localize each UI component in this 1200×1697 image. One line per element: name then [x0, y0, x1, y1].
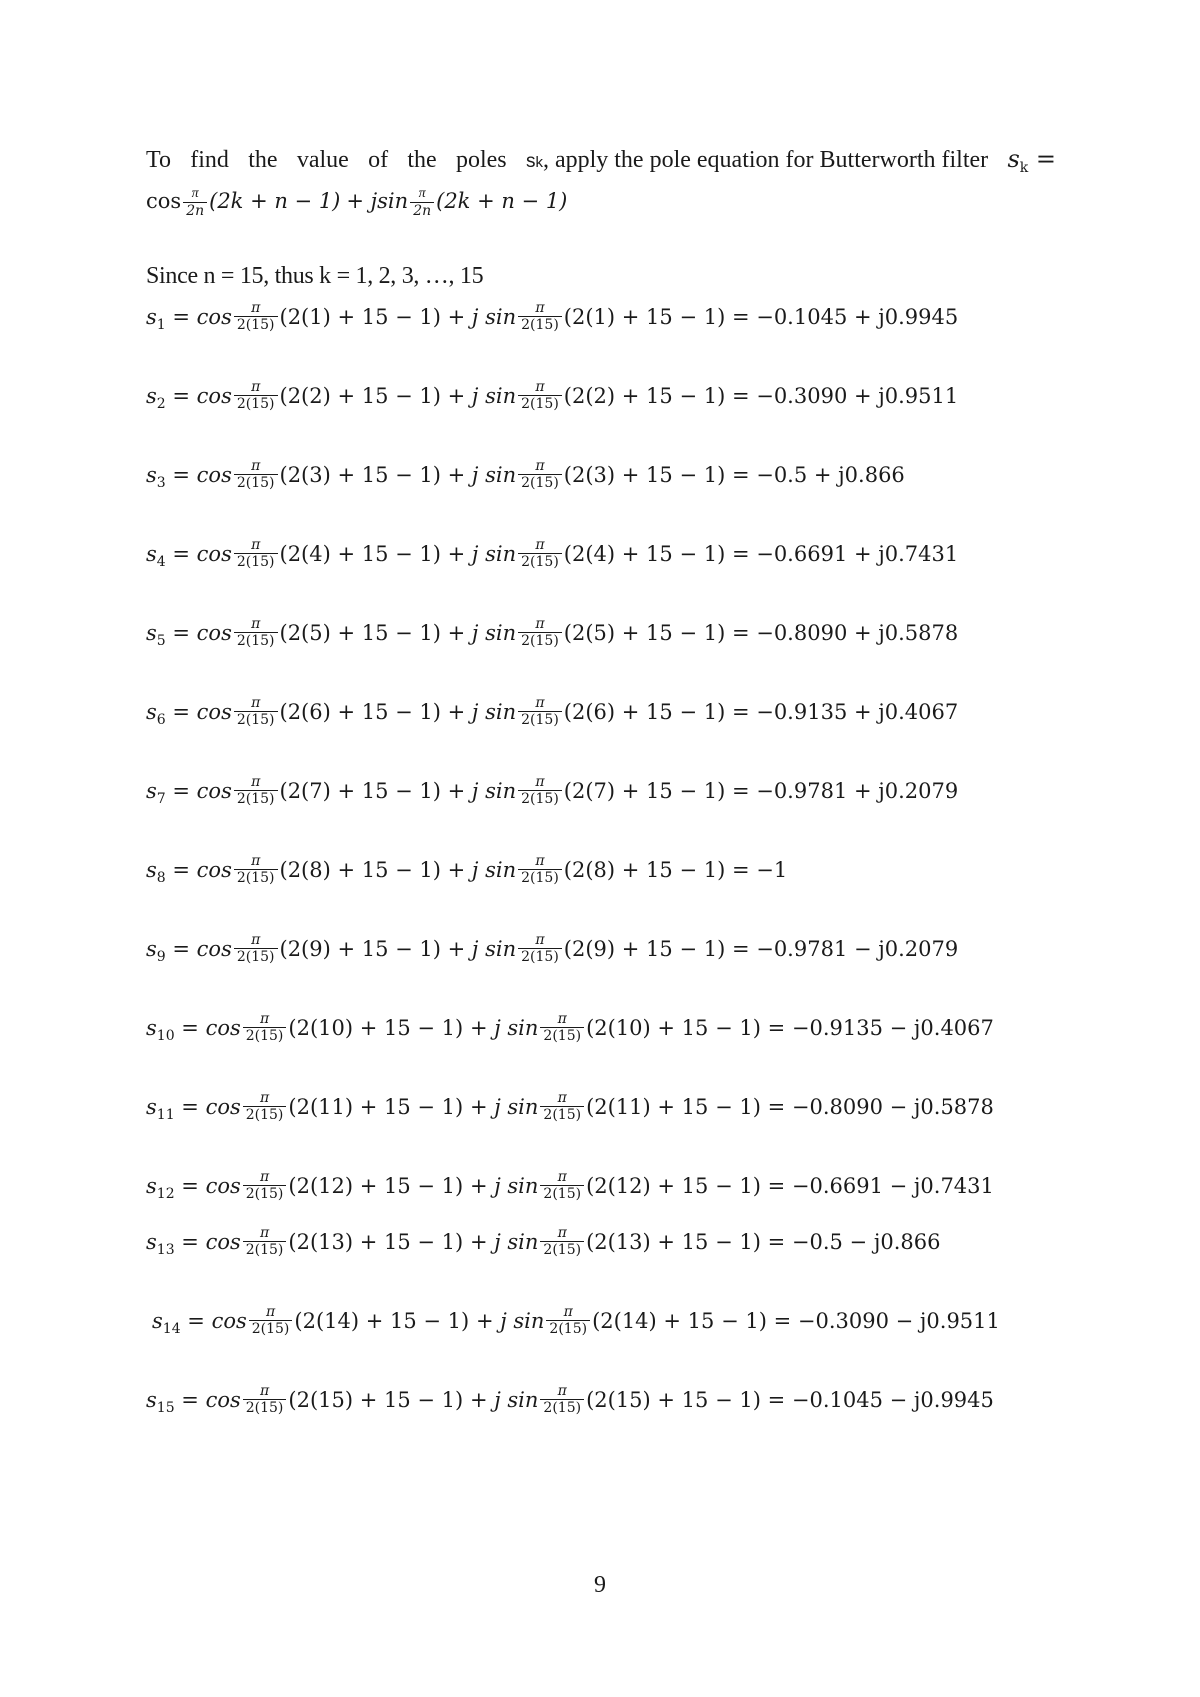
intro-paragraph	[146, 138, 1056, 222]
sin-term: + j sin	[447, 620, 517, 645]
pole-equation-row	[146, 379, 958, 423]
intro-word: poles	[455, 147, 507, 173]
pole-symbol	[146, 1387, 175, 1416]
pole-equation-row	[146, 458, 905, 502]
pi-fraction	[234, 458, 278, 491]
pole-symbol	[146, 541, 166, 570]
sin-argument: (2(7) + 15 − 1)	[563, 778, 726, 803]
cos-term: = cos	[172, 857, 232, 882]
pole-letter: s	[146, 1015, 157, 1040]
pi-fraction	[518, 458, 562, 491]
fraction-denominator: 2(15)	[540, 1106, 584, 1123]
cos-argument: (2(12) + 15 − 1)	[288, 1173, 464, 1198]
pole-index: 15	[156, 1399, 175, 1416]
fraction-numerator: π	[557, 1090, 567, 1106]
sin-term: + j sin	[447, 778, 517, 803]
pole-index: 7	[156, 790, 166, 807]
sin-term: + j sin	[469, 1387, 539, 1412]
cos-argument: (2(5) + 15 − 1)	[279, 620, 441, 645]
fraction-numerator: π	[251, 300, 261, 316]
pole-letter: s	[146, 304, 157, 329]
pi-fraction	[540, 1011, 584, 1044]
intro-word: the	[248, 147, 278, 173]
pole-letter: s	[146, 1387, 157, 1412]
sin-term: + j sin	[475, 1308, 545, 1333]
pole-symbol	[146, 1173, 175, 1202]
sin-argument: (2(6) + 15 − 1)	[563, 699, 726, 724]
sin-term: + j sin	[447, 383, 517, 408]
cos-argument: (2(15) + 15 − 1)	[288, 1387, 464, 1412]
intro-word: value	[296, 147, 349, 173]
pole-symbol	[152, 1308, 181, 1337]
pole-value: = −1	[731, 857, 788, 882]
pi-fraction	[234, 774, 278, 807]
pi-fraction	[234, 379, 278, 412]
sin-term: + j sin	[469, 1173, 539, 1198]
pole-equation-row	[146, 300, 958, 344]
pole-index: 10	[156, 1027, 175, 1044]
pole-value: = −0.9781 − j0.2079	[731, 936, 959, 961]
sin-argument: (2(11) + 15 − 1)	[586, 1094, 761, 1119]
intro-word: the	[407, 147, 437, 173]
cos-term: = cos	[181, 1173, 241, 1198]
pi-fraction	[243, 1383, 287, 1416]
fraction-denominator: 2(15)	[249, 1320, 293, 1337]
sin-term: + j sin	[447, 936, 517, 961]
sin-argument: (2(10) + 15 − 1)	[586, 1015, 761, 1040]
formula-fraction-2: $\frac{\pi}{2n}$	[410, 186, 434, 219]
fraction-denominator: 2(15)	[540, 1027, 584, 1044]
pole-equation-row	[152, 1304, 1000, 1348]
cos-argument: (2(8) + 15 − 1)	[279, 857, 441, 882]
fraction-numerator: π	[251, 695, 261, 711]
fraction-denominator: 2(15)	[234, 711, 278, 728]
cos-term: = cos	[181, 1229, 241, 1254]
sin-argument: (2(12) + 15 − 1)	[586, 1173, 761, 1198]
cos-argument: (2(2) + 15 − 1)	[279, 383, 441, 408]
fraction-denominator: 2(15)	[540, 1241, 584, 1258]
pole-symbol	[146, 1229, 175, 1258]
cos-argument: (2(6) + 15 − 1)	[279, 699, 441, 724]
sin-term: + j sin	[447, 857, 517, 882]
pole-symbol	[146, 1015, 175, 1044]
pole-equation-row	[146, 537, 958, 581]
pole-equation-row	[146, 1011, 994, 1055]
fraction-denominator: 2(15)	[518, 948, 562, 965]
fraction-numerator: π	[535, 695, 545, 711]
pole-index: 1	[156, 316, 166, 333]
fraction-numerator: π	[557, 1011, 567, 1027]
fraction-numerator: π	[535, 537, 545, 553]
pi-fraction	[540, 1383, 584, 1416]
pi-fraction	[243, 1169, 287, 1202]
pole-value: = −0.6691 + j0.7431	[731, 541, 959, 566]
fraction-numerator: π	[259, 1383, 270, 1399]
pi-fraction	[234, 853, 278, 886]
pi-fraction	[249, 1304, 293, 1337]
pole-value: = −0.1045 + j0.9945	[731, 304, 959, 329]
fraction-numerator: π	[535, 616, 545, 632]
pole-symbol	[146, 1094, 175, 1123]
fraction-denominator: 2(15)	[540, 1185, 584, 1202]
sin-term: + j sin	[447, 462, 517, 487]
fraction-denominator: 2(15)	[518, 474, 562, 491]
fraction-numerator: π	[535, 774, 545, 790]
pole-index: 3	[156, 474, 166, 491]
fraction-denominator: 2(15)	[243, 1106, 287, 1123]
pole-index: 5	[156, 632, 166, 649]
pole-value: = −0.6691 − j0.7431	[767, 1173, 994, 1198]
cos-term: = cos	[181, 1094, 241, 1119]
sin-argument: (2(8) + 15 − 1)	[563, 857, 726, 882]
sin-argument: (2(14) + 15 − 1)	[592, 1308, 767, 1333]
pi-fraction	[546, 1304, 590, 1337]
pole-symbol	[146, 304, 166, 333]
pole-symbol	[146, 462, 166, 491]
fraction-denominator: 2(15)	[234, 316, 278, 333]
fraction-denominator: 2(15)	[234, 395, 278, 412]
fraction-numerator: π	[535, 458, 545, 474]
fraction-denominator: 2(15)	[243, 1241, 287, 1258]
cos-term: = cos	[172, 304, 232, 329]
pole-letter: s	[146, 778, 157, 803]
fraction-numerator: π	[259, 1011, 270, 1027]
page-number: 9	[594, 1572, 606, 1598]
pole-index: 6	[156, 711, 166, 728]
cos-term: = cos	[172, 699, 232, 724]
sin-argument: (2(15) + 15 − 1)	[586, 1387, 761, 1412]
cos-term: = cos	[172, 620, 232, 645]
fraction-denominator: 2(15)	[234, 948, 278, 965]
cos-term: = cos	[172, 541, 232, 566]
intro-line-2: cos $\frac{\pi}{2n}$ (2k + n − 1) + jsin $\frac{\pi}{2n}$ (2k + n − 1)	[146, 185, 568, 219]
formula-fraction: $\frac{\pi}{2n}$	[183, 186, 207, 219]
fraction-numerator: π	[259, 1090, 270, 1106]
pole-equation-row	[146, 1090, 994, 1134]
pi-fraction	[540, 1090, 584, 1123]
fraction-denominator: 2(15)	[243, 1185, 287, 1202]
sin-argument: (2(2) + 15 − 1)	[563, 383, 726, 408]
cos-term: = cos	[172, 778, 232, 803]
pole-index: 4	[156, 553, 166, 570]
pole-letter: s	[146, 462, 157, 487]
pole-index: 12	[156, 1185, 175, 1202]
pole-symbol	[146, 857, 166, 886]
fraction-denominator: 2(15)	[546, 1320, 590, 1337]
sin-term: + j sin	[469, 1229, 539, 1254]
fraction-numerator: π	[251, 537, 261, 553]
fraction-denominator: 2(15)	[234, 790, 278, 807]
pole-symbol	[146, 778, 166, 807]
pi-fraction	[234, 695, 278, 728]
poles-symbol: sk	[525, 151, 543, 172]
intro-word: find	[190, 147, 229, 173]
sin-argument: (2(1) + 15 − 1)	[563, 304, 726, 329]
pole-value: = −0.5 + j0.866	[731, 462, 905, 487]
since-line: Since n = 15, thus k = 1, 2, 3, …, 15	[146, 263, 484, 289]
fraction-denominator: 2(15)	[518, 316, 562, 333]
sin-term: + j sin	[447, 541, 517, 566]
cos-argument: (2(7) + 15 − 1)	[279, 778, 441, 803]
pi-fraction	[234, 537, 278, 570]
pi-fraction	[234, 616, 278, 649]
pole-letter: s	[146, 857, 157, 882]
pi-fraction	[234, 932, 278, 965]
pole-index: 9	[156, 948, 166, 965]
fraction-numerator: π	[251, 932, 261, 948]
fraction-denominator: 2(15)	[234, 553, 278, 570]
pole-letter: s	[146, 1173, 157, 1198]
pole-equation-row	[146, 1225, 940, 1269]
pole-value: = −0.5 − j0.866	[767, 1229, 941, 1254]
pole-letter: s	[146, 936, 157, 961]
cos-argument: (2(10) + 15 − 1)	[288, 1015, 464, 1040]
fraction-denominator: 2(15)	[540, 1399, 584, 1416]
fraction-numerator: π	[535, 379, 545, 395]
intro-rest: , apply the pole equation for Butterworth filter	[542, 147, 989, 173]
sin-term: + j sin	[447, 304, 517, 329]
pole-letter: s	[146, 1094, 157, 1119]
sin-argument: (2(9) + 15 − 1)	[563, 936, 726, 961]
fraction-denominator: 2(15)	[518, 632, 562, 649]
cos-term: = cos	[172, 936, 232, 961]
fraction-numerator: π	[265, 1304, 276, 1320]
pole-value: = −0.8090 − j0.5878	[767, 1094, 994, 1119]
cos-term: = cos	[172, 383, 232, 408]
fraction-numerator: π	[259, 1169, 270, 1185]
sin-argument: (2(4) + 15 − 1)	[563, 541, 726, 566]
sin-argument: (2(3) + 15 − 1)	[563, 462, 726, 487]
cos-argument: (2(4) + 15 − 1)	[279, 541, 441, 566]
fraction-denominator: 2(15)	[243, 1399, 287, 1416]
pole-index: 13	[156, 1241, 175, 1258]
pole-letter: s	[146, 699, 157, 724]
cos-term: = cos	[172, 462, 232, 487]
pole-equation-row	[146, 616, 958, 660]
fraction-numerator: π	[563, 1304, 573, 1320]
fraction-denominator: 2(15)	[243, 1027, 287, 1044]
fraction-numerator: π	[535, 932, 545, 948]
fraction-numerator: π	[251, 379, 261, 395]
cos-term: = cos	[187, 1308, 247, 1333]
intro-word: To	[146, 147, 171, 173]
pole-value: = −0.9135 − j0.4067	[767, 1015, 994, 1040]
fraction-numerator: π	[251, 616, 261, 632]
pi-fraction	[518, 616, 562, 649]
pole-letter: s	[146, 620, 157, 645]
sin-term: + j sin	[469, 1094, 539, 1119]
pi-fraction	[234, 300, 278, 333]
sin-term: + j sin	[469, 1015, 539, 1040]
fraction-denominator: 2(15)	[234, 474, 278, 491]
pole-symbol	[146, 620, 166, 649]
pole-equation-row	[146, 695, 958, 739]
pole-value: = −0.3090 + j0.9511	[731, 383, 959, 408]
fraction-denominator: 2(15)	[234, 869, 278, 886]
pole-symbol	[146, 699, 166, 728]
sin-term: + j sin	[447, 699, 517, 724]
cos-term: = cos	[181, 1015, 241, 1040]
pi-fraction	[540, 1169, 584, 1202]
fraction-numerator: π	[251, 774, 261, 790]
pole-symbol	[146, 936, 166, 965]
cos-argument: (2(9) + 15 − 1)	[279, 936, 441, 961]
pi-fraction	[243, 1090, 287, 1123]
cos-argument: (2(1) + 15 − 1)	[279, 304, 441, 329]
fraction-denominator: 2(15)	[518, 711, 562, 728]
pole-index: 8	[156, 869, 166, 886]
pi-fraction	[518, 774, 562, 807]
fraction-denominator: 2(15)	[234, 632, 278, 649]
fraction-numerator: π	[259, 1225, 270, 1241]
cos-argument: (2(3) + 15 − 1)	[279, 462, 441, 487]
pole-value: = −0.1045 − j0.9945	[767, 1387, 994, 1412]
pi-fraction	[518, 379, 562, 412]
intro-line-1	[146, 138, 1056, 184]
fraction-denominator: 2(15)	[518, 553, 562, 570]
pi-fraction	[518, 537, 562, 570]
pole-index: 2	[156, 395, 166, 412]
pole-index: 14	[162, 1320, 181, 1337]
pole-equation-row	[146, 1383, 994, 1427]
fraction-numerator: π	[557, 1225, 567, 1241]
pole-letter: s	[146, 383, 157, 408]
pole-equation-row	[146, 774, 958, 818]
cos-argument: (2(13) + 15 − 1)	[288, 1229, 464, 1254]
pole-value: = −0.9781 + j0.2079	[731, 778, 959, 803]
pole-value: = −0.3090 − j0.9511	[773, 1308, 1000, 1333]
pi-fraction	[540, 1225, 584, 1258]
pole-letter: s	[146, 541, 157, 566]
pi-fraction	[518, 932, 562, 965]
pi-fraction	[518, 300, 562, 333]
cos-argument: (2(11) + 15 − 1)	[288, 1094, 464, 1119]
cos-argument: (2(14) + 15 − 1)	[294, 1308, 470, 1333]
pole-value: = −0.8090 + j0.5878	[731, 620, 959, 645]
fraction-numerator: π	[557, 1383, 567, 1399]
sin-argument: (2(5) + 15 − 1)	[563, 620, 726, 645]
pole-equation-row	[146, 853, 787, 897]
pi-fraction	[243, 1011, 287, 1044]
pi-fraction	[518, 853, 562, 886]
fraction-numerator: π	[251, 458, 261, 474]
fraction-numerator: π	[251, 853, 261, 869]
pole-letter: s	[146, 1229, 157, 1254]
fraction-denominator: 2(15)	[518, 395, 562, 412]
formula-lhs: $s_k$ =	[1007, 145, 1056, 176]
pole-value: = −0.9135 + j0.4067	[731, 699, 959, 724]
pole-letter: s	[152, 1308, 163, 1333]
sin-argument: (2(13) + 15 − 1)	[586, 1229, 761, 1254]
pi-fraction	[518, 695, 562, 728]
fraction-denominator: 2(15)	[518, 790, 562, 807]
pi-fraction	[243, 1225, 287, 1258]
cos-term: = cos	[181, 1387, 241, 1412]
fraction-numerator: π	[557, 1169, 567, 1185]
pole-symbol	[146, 383, 166, 412]
fraction-numerator: π	[535, 853, 545, 869]
pole-index: 11	[156, 1106, 175, 1123]
pole-equation-row	[146, 1169, 994, 1213]
fraction-denominator: 2(15)	[518, 869, 562, 886]
pole-equation-row	[146, 932, 958, 976]
intro-word: of	[368, 147, 389, 173]
fraction-numerator: π	[535, 300, 545, 316]
